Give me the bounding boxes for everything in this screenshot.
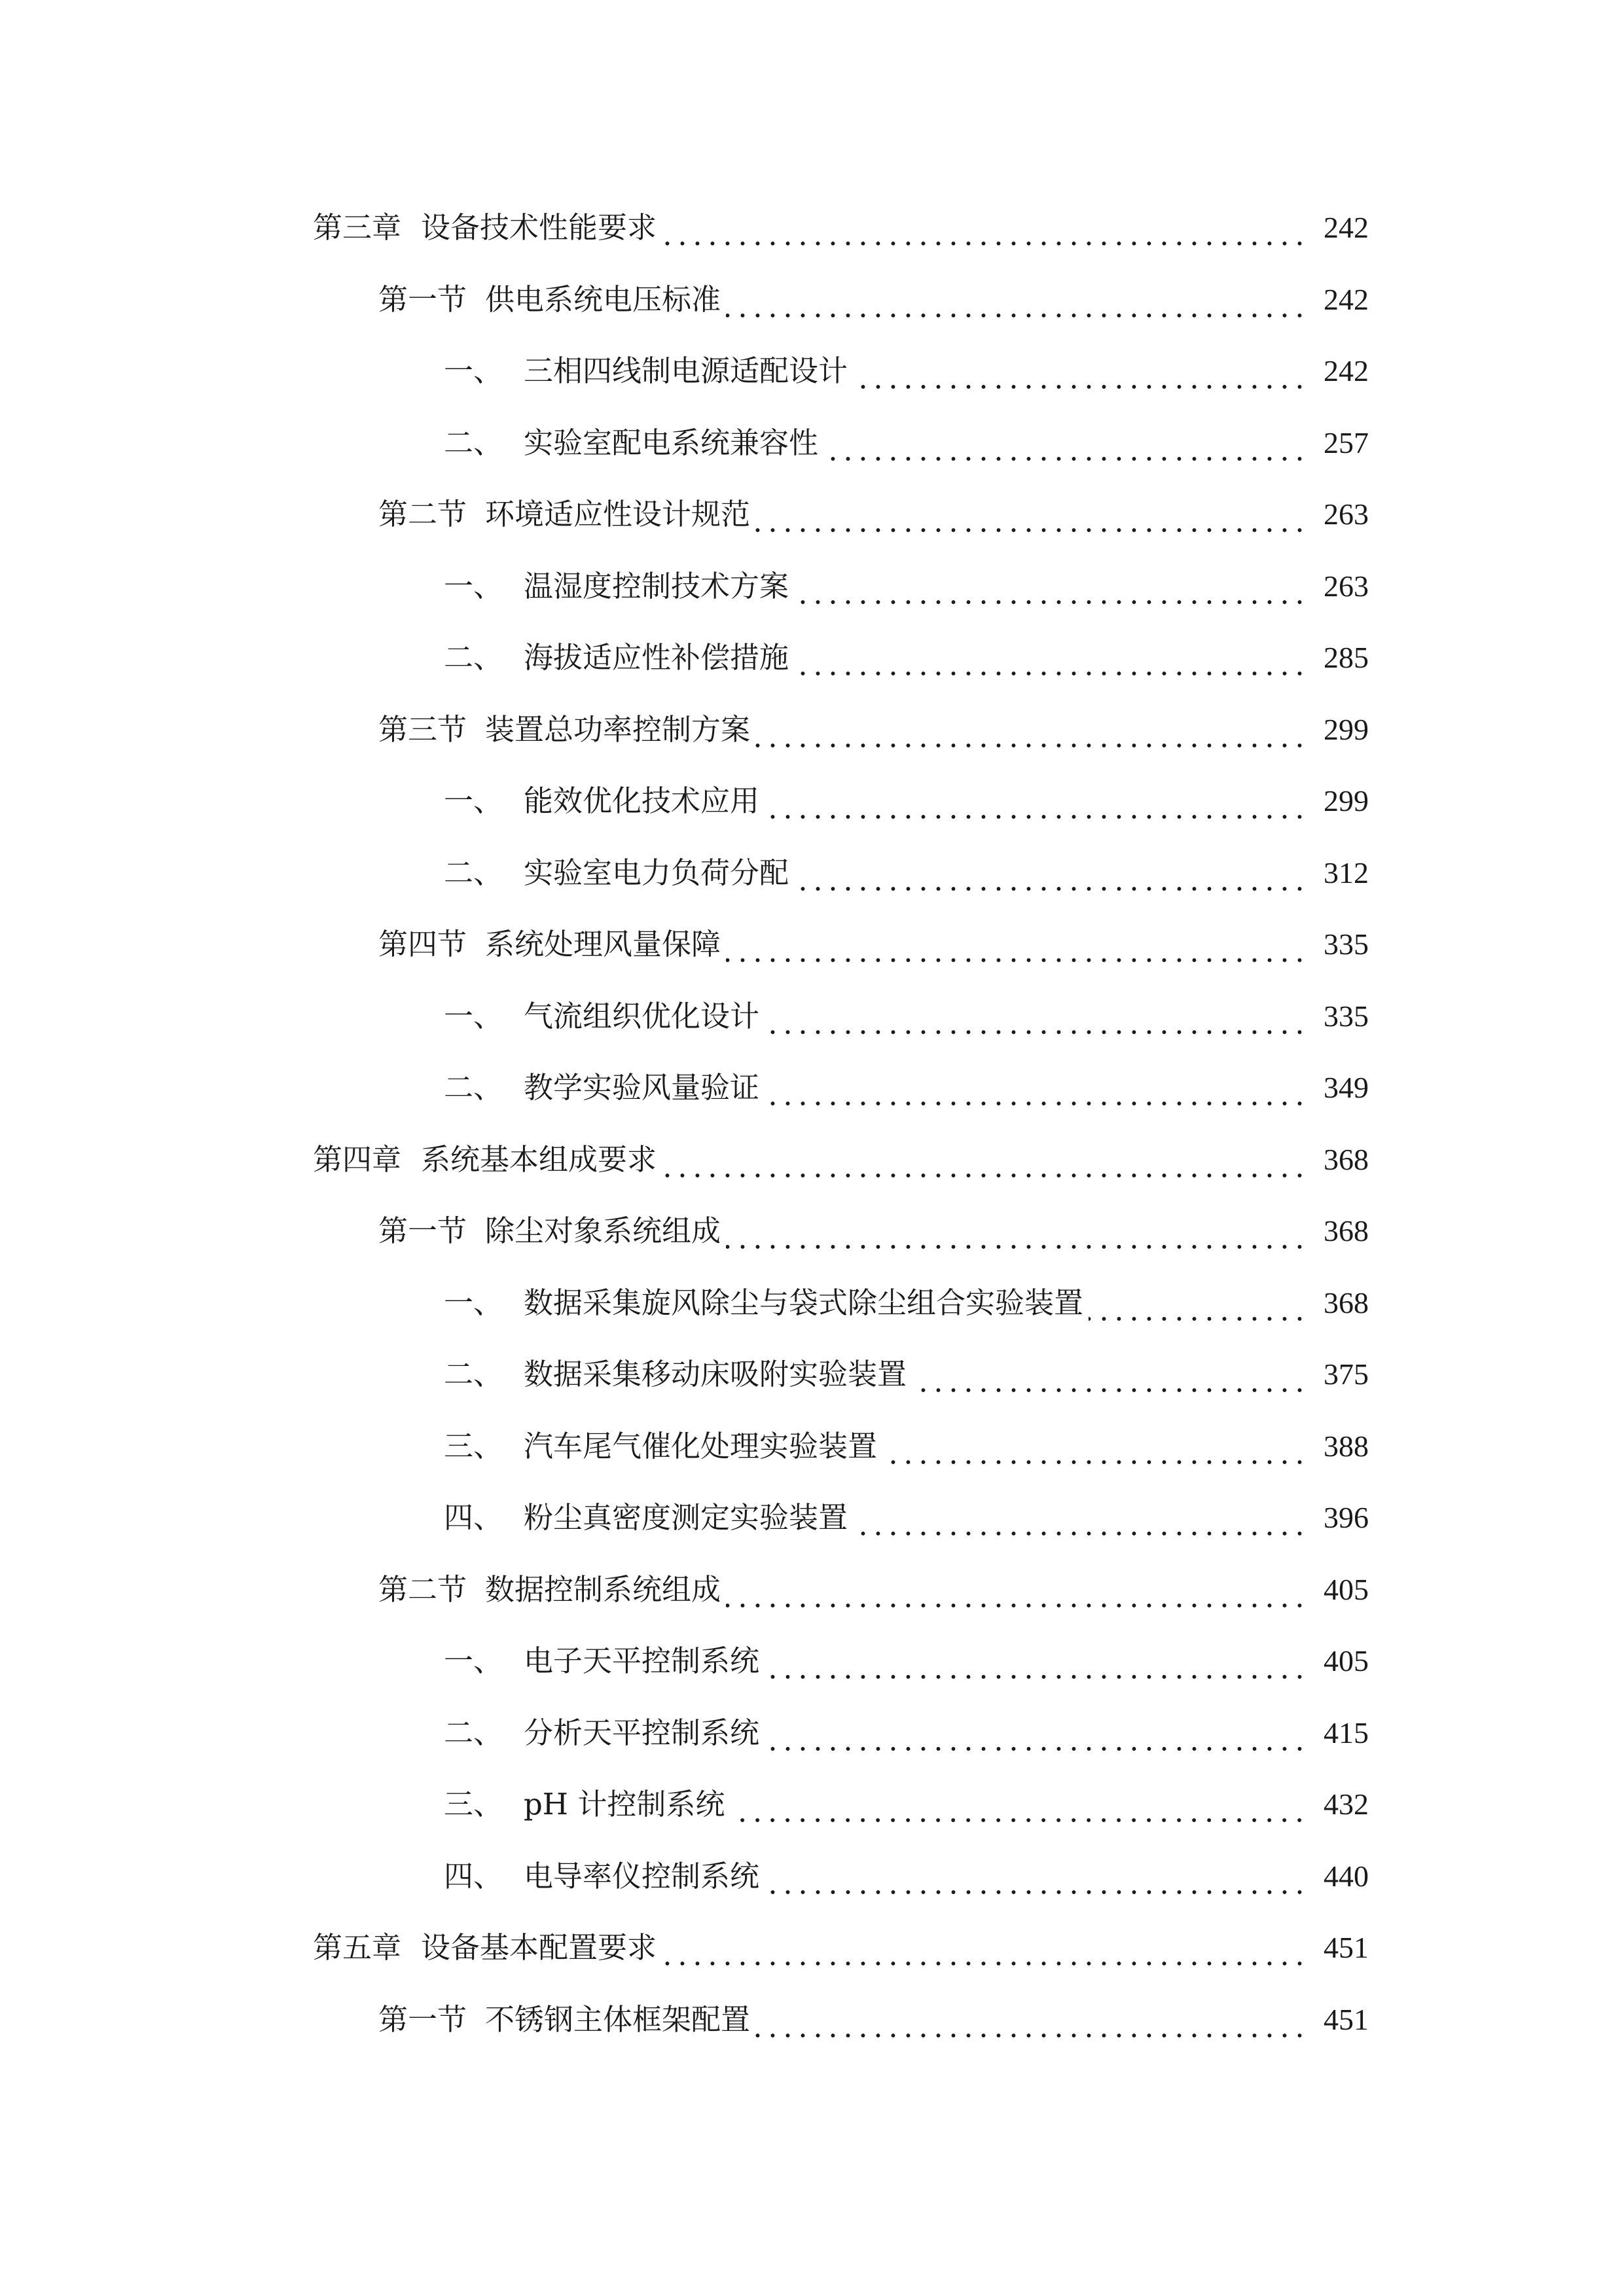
toc-dot-leader	[853, 1501, 1307, 1553]
toc-entry[interactable]	[378, 1205, 1369, 1257]
toc-entry[interactable]	[378, 488, 1369, 541]
toc-entry-number: 一、	[444, 568, 503, 603]
toc-entry-page-number: 242	[1324, 354, 1369, 387]
toc-entry[interactable]	[378, 918, 1369, 971]
toc-dot-leader	[755, 497, 1307, 550]
toc-entry-number: 第四节	[378, 927, 467, 961]
toc-entry-page-number: 451	[1324, 1931, 1369, 1964]
toc-entry-page-number: 257	[1324, 425, 1369, 459]
toc-entry[interactable]	[444, 1277, 1369, 1329]
toc-entry-page-number: 368	[1324, 1142, 1369, 1176]
toc-dot-leader	[853, 354, 1307, 406]
toc-entry-number: 第一节	[378, 281, 467, 317]
toc-dot-leader	[726, 927, 1307, 980]
toc-entry-title: 海拔适应性补偿措施	[524, 640, 789, 675]
toc-entry-title: 数据采集旋风除尘与袋式除尘组合实验装置	[524, 1285, 1084, 1320]
toc-entry-number: 二、	[444, 640, 503, 675]
toc-entry-title: 设备技术性能要求	[421, 210, 657, 245]
toc-dot-leader	[765, 1716, 1307, 1768]
toc-entry-page-number: 432	[1324, 1787, 1369, 1821]
toc-entry-title: 数据采集移动床吸附实验装置	[524, 1357, 907, 1391]
toc-entry-number: 第二节	[378, 497, 467, 531]
toc-entry-title: 环境适应性设计规范	[485, 497, 751, 531]
toc-entry-title: 温湿度控制技术方案	[524, 568, 789, 603]
toc-entry-title: 能效优化技术应用	[524, 783, 760, 818]
toc-entry-title: 设备基本配置要求	[421, 1930, 657, 1965]
toc-entry-title: 粉尘真密度测定实验装置	[524, 1500, 848, 1535]
toc-entry-number: 二、	[444, 1070, 503, 1105]
toc-entry[interactable]	[444, 560, 1369, 613]
toc-entry[interactable]	[444, 1420, 1369, 1473]
toc-dot-leader	[755, 713, 1307, 765]
toc-dot-leader	[662, 1931, 1307, 1983]
toc-entry-title: 供电系统电压标准	[485, 281, 721, 317]
toc-entry-page-number: 405	[1324, 1644, 1369, 1677]
toc-entry-number: 第四章	[313, 1141, 402, 1177]
toc-entry-title: 分析天平控制系统	[524, 1715, 760, 1750]
toc-dot-leader	[726, 1214, 1307, 1266]
toc-dot-leader	[662, 211, 1307, 263]
toc-entry[interactable]	[444, 1635, 1369, 1687]
toc-entry-number: 第三章	[313, 210, 402, 245]
toc-entry-title: 实验室配电系统兼容性	[524, 425, 819, 460]
toc-entry-number: 第一节	[378, 2001, 467, 2037]
toc-entry-title: 三相四线制电源适配设计	[524, 353, 848, 388]
toc-entry-page-number: 375	[1324, 1357, 1369, 1391]
toc-entry-page-number: 242	[1324, 282, 1369, 316]
toc-entry[interactable]	[444, 1062, 1369, 1114]
toc-dot-leader	[794, 856, 1307, 908]
toc-entry-page-number: 312	[1324, 855, 1369, 889]
toc-entry-number: 第一节	[378, 1213, 467, 1248]
toc-entry-page-number: 285	[1324, 641, 1369, 674]
toc-entry-number: 第三节	[378, 711, 467, 747]
toc-entry[interactable]	[444, 990, 1369, 1043]
toc-entry[interactable]	[378, 1564, 1369, 1616]
toc-entry-page-number: 299	[1324, 784, 1369, 817]
toc-dot-leader	[730, 1787, 1307, 1840]
toc-entry-title: pH 计控制系统	[524, 1787, 725, 1821]
toc-entry[interactable]	[313, 202, 1369, 254]
toc-entry-number: 二、	[444, 855, 503, 890]
toc-entry-page-number: 335	[1324, 999, 1369, 1033]
toc-entry-page-number: 396	[1324, 1501, 1369, 1534]
toc-entry-page-number: 451	[1324, 2002, 1369, 2036]
toc-entry-title: 汽车尾气催化处理实验装置	[524, 1428, 878, 1463]
toc-entry-number: 二、	[444, 1715, 503, 1750]
toc-dot-leader	[726, 1573, 1307, 1625]
toc-entry-title: 系统处理风量保障	[485, 927, 721, 961]
toc-entry[interactable]	[444, 1850, 1369, 1903]
toc-entry-number: 一、	[444, 1285, 503, 1320]
toc-entry-number: 三、	[444, 1428, 503, 1463]
toc-dot-leader	[765, 999, 1307, 1052]
toc-dot-leader	[912, 1357, 1307, 1410]
toc-dot-leader	[794, 569, 1307, 622]
toc-entry-title: 装置总功率控制方案	[485, 711, 751, 747]
toc-dot-leader	[882, 1429, 1307, 1482]
toc-entry-number: 四、	[444, 1858, 503, 1893]
toc-entry-page-number: 405	[1324, 1572, 1369, 1606]
toc-entry-page-number: 263	[1324, 569, 1369, 603]
toc-entry[interactable]	[378, 704, 1369, 756]
toc-entry-page-number: 263	[1324, 497, 1369, 531]
toc-entry-number: 四、	[444, 1500, 503, 1535]
toc-dot-leader	[794, 641, 1307, 693]
toc-entry[interactable]	[444, 632, 1369, 684]
toc-entry-page-number: 368	[1324, 1214, 1369, 1247]
toc-entry-number: 一、	[444, 998, 503, 1033]
toc-entry-page-number: 388	[1324, 1429, 1369, 1463]
toc-entry-page-number: 335	[1324, 927, 1369, 961]
toc-entry-page-number: 415	[1324, 1715, 1369, 1749]
toc-entry-number: 二、	[444, 1357, 503, 1391]
toc-entry[interactable]	[444, 1492, 1369, 1544]
toc-dot-leader	[755, 2003, 1307, 2055]
toc-entry-title: 电导率仪控制系统	[524, 1858, 760, 1893]
toc-entry-number: 第二节	[378, 1571, 467, 1607]
toc-entry-title: 数据控制系统组成	[485, 1571, 721, 1607]
toc-entry-number: 二、	[444, 425, 503, 460]
toc-entry-page-number: 349	[1324, 1071, 1369, 1104]
toc-entry[interactable]	[313, 1134, 1369, 1186]
toc-entry-page-number: 368	[1324, 1285, 1369, 1319]
toc-entry[interactable]	[444, 417, 1369, 469]
toc-entry[interactable]	[444, 1778, 1369, 1831]
toc-entry-title: 教学实验风量验证	[524, 1070, 760, 1105]
toc-dot-leader	[662, 1143, 1307, 1195]
toc-entry-title: 除尘对象系统组成	[485, 1213, 721, 1248]
toc-entry-page-number: 440	[1324, 1859, 1369, 1893]
toc-entry-title: 实验室电力负荷分配	[524, 855, 789, 890]
toc-entry[interactable]	[378, 274, 1369, 326]
toc-dot-leader	[765, 1644, 1307, 1696]
toc-entry[interactable]	[444, 847, 1369, 899]
toc-dot-leader	[1089, 1286, 1307, 1338]
toc-entry-number: 一、	[444, 783, 503, 818]
toc-entry-title: 系统基本组成要求	[421, 1141, 657, 1177]
toc-dot-leader	[765, 1859, 1307, 1912]
toc-entry[interactable]	[444, 1348, 1369, 1401]
toc-entry[interactable]	[444, 345, 1369, 397]
toc-entry[interactable]	[444, 775, 1369, 827]
toc-dot-leader	[726, 283, 1307, 335]
toc-dot-leader	[765, 784, 1307, 836]
toc-entry-title: 电子天平控制系统	[524, 1643, 760, 1678]
toc-entry-number: 一、	[444, 1643, 503, 1678]
toc-entry[interactable]	[378, 1994, 1369, 2046]
toc-entry-title: 气流组织优化设计	[524, 998, 760, 1033]
toc-entry-title: 不锈钢主体框架配置	[485, 2001, 751, 2037]
toc-entry-number: 三、	[444, 1787, 503, 1821]
toc-entry-page-number: 299	[1324, 712, 1369, 746]
toc-entry-number: 第五章	[313, 1930, 402, 1965]
toc-dot-leader	[823, 426, 1307, 478]
toc-entry-page-number: 242	[1324, 211, 1369, 244]
toc-entry[interactable]	[444, 1707, 1369, 1759]
toc-entry-number: 一、	[444, 353, 503, 388]
toc-entry[interactable]	[313, 1922, 1369, 1974]
toc-dot-leader	[765, 1071, 1307, 1123]
